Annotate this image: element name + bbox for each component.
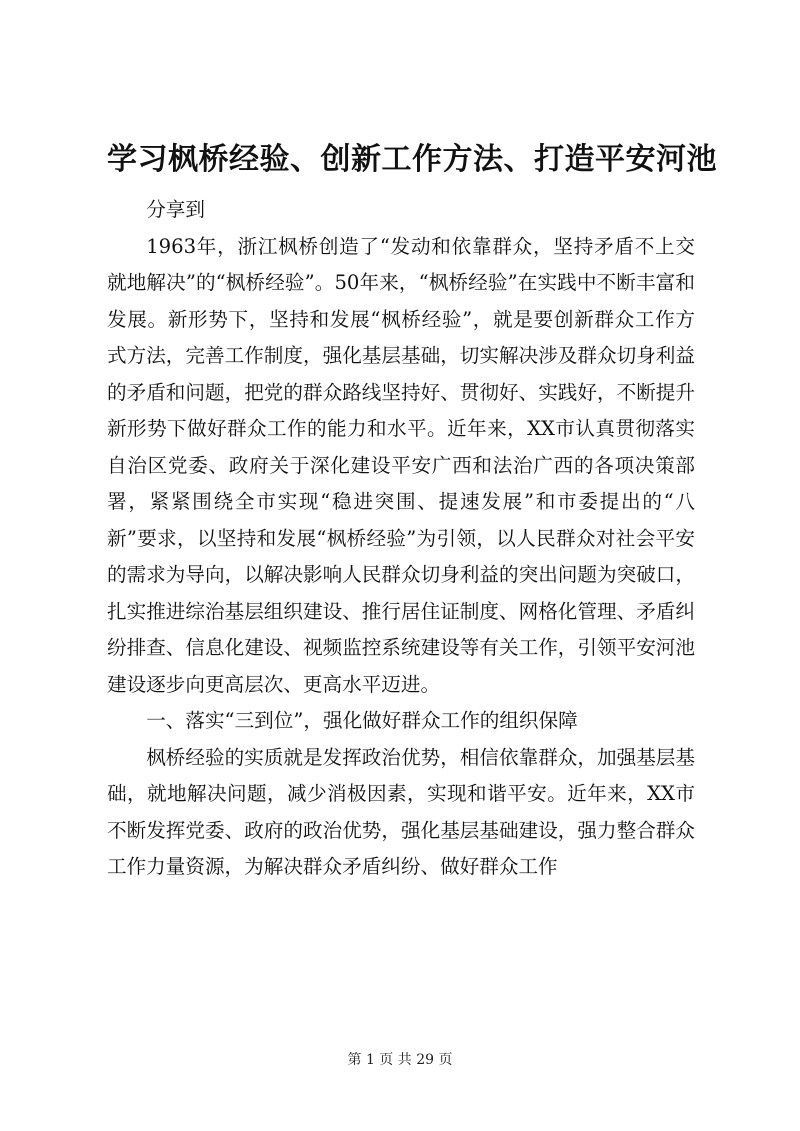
document-title: 学习枫桥经验、创新工作方法、打造平安河池 [107,142,717,177]
share-to-label: 分享到 [146,198,205,221]
intro-paragraph: 1963年，浙江枫桥创造了“发动和依靠群众，坚持矛盾不上交就地解决”的“枫桥经验”。50年来，“枫桥经验”在实践中不断丰富和发展。新形势下，坚持和发展“枫桥经验”，就是要创新群众工作方式方法，完善工作制度，强化基层基础，切实解决涉及群众切身利益的矛盾和问题，把党的群众路线坚持好、贯彻好、实践好，不断提升新形势下做好群众工作的能力和水平。近年来，XX市认真贯彻落实自治区党委、政府关于深化建设平安广西和法治广西的各项决策部署，紧紧围绕全市实现“稳进突围、提速发展”和市委提出的“八新”要求，以坚持和发展“枫桥经验”为引领，以人民群众对社会平安的需求为导向，以解决影响人民群众切身利益的突出问题为突破口，扎实推进综治基层组织建设、推行居住证制度、网格化管理、矛盾纠纷排查、信息化建设、视频监控系统建设等有关工作，引领平安河池建设逐步向更高层次、更高水平迈进。 [107,234,695,696]
page-number-footer: 第 1 页 共 29 页 [347,1052,453,1068]
section-heading-one: 一、落实“三到位”，强化做好群众工作的组织保障 [146,709,578,732]
section-one-paragraph: 枫桥经验的实质就是发挥政治优势，相信依靠群众，加强基层基础，就地解决问题，减少消极因素，实现和谐平安。近年来，XX市不断发挥党委、政府的政治优势，强化基层基础建设，强力整合群众工作力量资源，为解决群众矛盾纠纷、做好群众工作 [107,745,695,878]
document-body [107,192,695,886]
